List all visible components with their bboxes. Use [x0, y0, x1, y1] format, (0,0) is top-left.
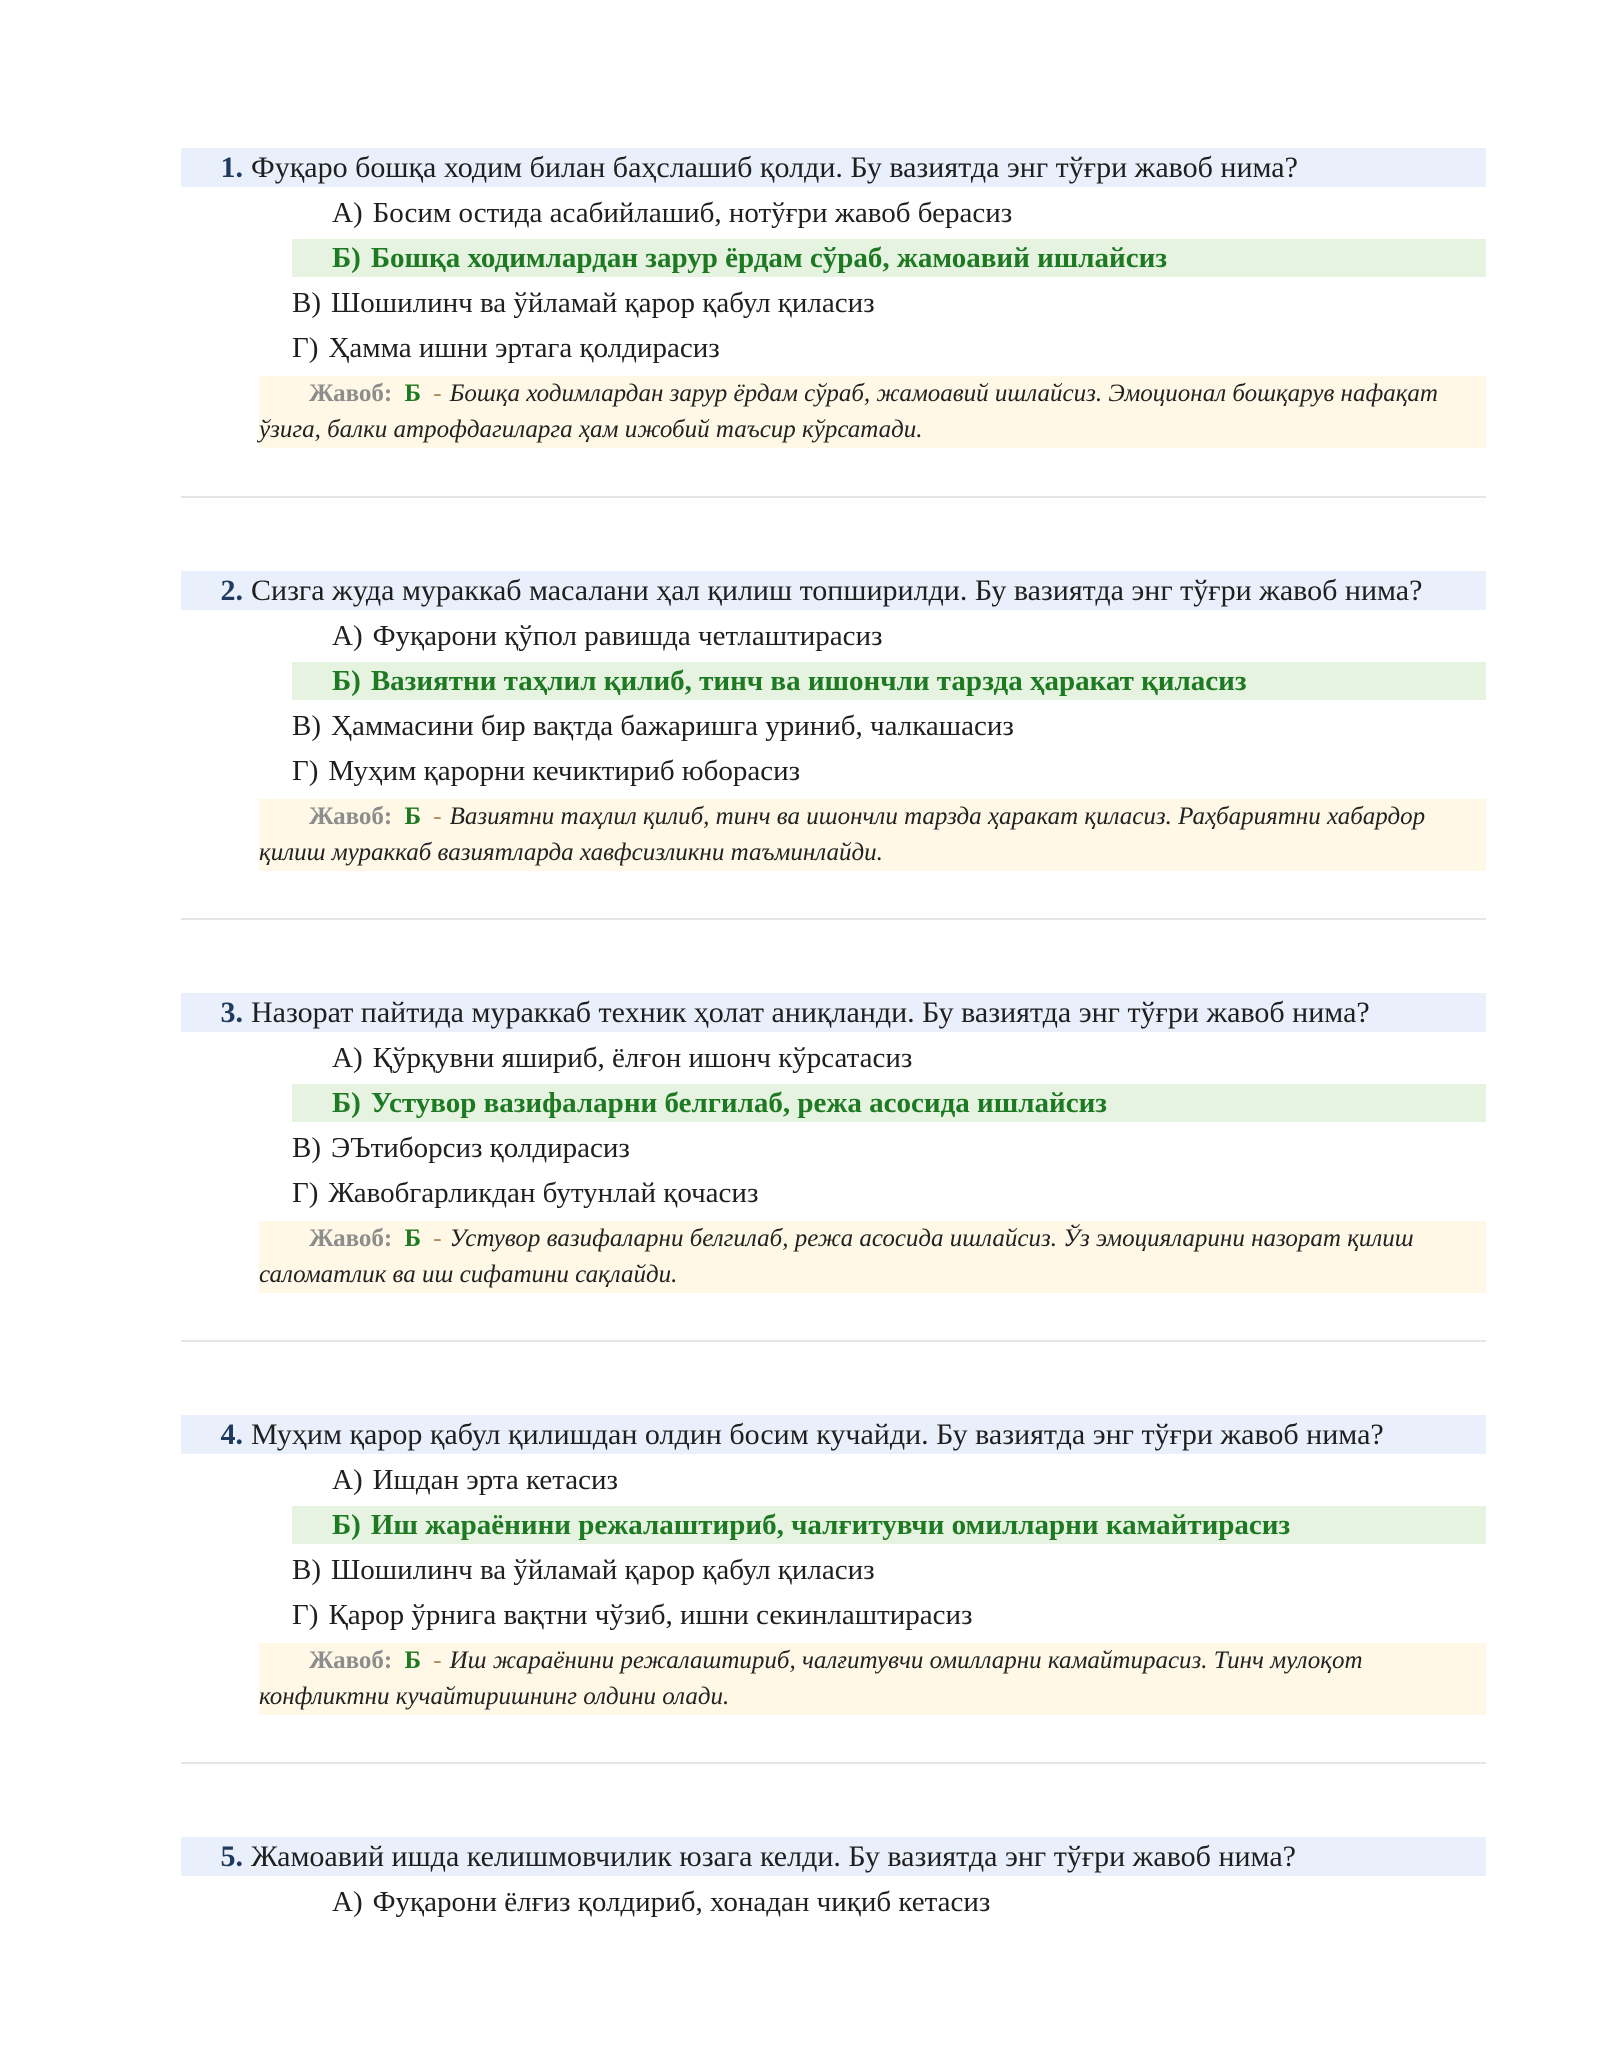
answer-explanation — [259, 376, 1486, 448]
option-text: ЭЪтиборсиз қолдирасиз — [331, 1132, 630, 1164]
answer-dash: - — [433, 803, 442, 830]
option-text: Ҳамма ишни эртага қолдирасиз — [328, 332, 720, 364]
option-a — [332, 1040, 912, 1076]
option-text: Иш жараёнини режалаштириб, чалғитувчи омилларни камайтирасиз — [370, 1509, 1291, 1541]
option-text: Қўрқувни яшириб, ёлғон ишонч кўрсатасиз — [372, 1042, 913, 1074]
option-letter: А) — [332, 1042, 363, 1074]
option-b-correct — [292, 239, 1486, 277]
option-letter: Г) — [292, 755, 319, 787]
question-header — [181, 1837, 1486, 1876]
option-letter: Б) — [332, 1087, 361, 1119]
answer-label: Жавоб: — [309, 803, 393, 830]
question-text: Муҳим қарор қабул қилишдан олдин босим кучайди. Бу вазиятда энг тўғри жавоб нима? — [251, 1418, 1384, 1451]
option-b-correct — [292, 1084, 1486, 1122]
option-letter: А) — [332, 1886, 363, 1918]
option-letter: А) — [332, 197, 363, 229]
option-letter: В) — [292, 1554, 321, 1586]
question-number: 4. — [220, 1418, 243, 1451]
option-text: Босим остида асабийлашиб, нотўғри жавоб берасиз — [372, 197, 1013, 229]
option-text: Фуқарони қўпол равишда четлаштирасиз — [372, 620, 883, 652]
answer-text: Иш жараёнини режалаштириб, чалғитувчи омилларни камайтирасиз. Тинч мулоқот конфликтни кучайтиришнинг олдини олади. — [259, 1647, 1363, 1710]
option-letter: Б) — [332, 1509, 361, 1541]
option-g — [292, 753, 800, 789]
answer-dash: - — [433, 380, 442, 407]
option-letter: Б) — [332, 242, 361, 274]
divider — [181, 918, 1486, 920]
option-text: Вазиятни таҳлил қилиб, тинч ва ишончли тарзда ҳаракат қиласиз — [370, 665, 1247, 697]
option-a — [332, 195, 1012, 231]
question-number: 3. — [220, 996, 243, 1029]
option-text: Жавобгарликдан бутунлай қочасиз — [328, 1177, 759, 1209]
option-letter: В) — [292, 710, 321, 742]
option-text: Ҳаммасини бир вақтда бажаришга уриниб, чалкашасиз — [331, 710, 1014, 742]
divider — [181, 1762, 1486, 1764]
option-letter: Г) — [292, 1599, 319, 1631]
question-text: Фуқаро бошқа ходим билан баҳслашиб қолди. Бу вазиятда энг тўғри жавоб нима? — [251, 151, 1298, 184]
option-text: Қарор ўрнига вақтни чўзиб, ишни секинлаштирасиз — [328, 1599, 973, 1631]
option-v — [292, 1552, 875, 1588]
question-header — [181, 571, 1486, 610]
answer-explanation — [259, 1221, 1486, 1293]
question-text: Назорат пайтида мураккаб техник ҳолат аниқланди. Бу вазиятда энг тўғри жавоб нима? — [251, 996, 1370, 1029]
option-letter: А) — [332, 620, 363, 652]
option-g — [292, 330, 720, 366]
option-g — [292, 1597, 972, 1633]
option-letter: А) — [332, 1464, 363, 1496]
question-number: 5. — [220, 1840, 243, 1873]
option-text: Шошилинч ва ўйламай қарор қабул қиласиз — [331, 287, 875, 319]
question-header — [181, 1415, 1486, 1454]
divider — [181, 1340, 1486, 1342]
answer-label: Жавоб: — [309, 1225, 393, 1252]
question-text: Жамоавий ишда келишмовчилик юзага келди. Бу вазиятда энг тўғри жавоб нима? — [251, 1840, 1296, 1873]
option-text: Шошилинч ва ўйламай қарор қабул қиласиз — [331, 1554, 875, 1586]
answer-text: Бошқа ходимлардан зарур ёрдам сўраб, жамоавий ишлайсиз. Эмоционал бошқарув нафақат ўзига, балки атрофдагиларга ҳам ижобий таъсир кўрсатади. — [259, 380, 1438, 443]
option-text: Фуқарони ёлғиз қолдириб, хонадан чиқиб кетасиз — [372, 1886, 991, 1918]
option-letter: Г) — [292, 332, 319, 364]
option-b-correct — [292, 662, 1486, 700]
option-a — [332, 618, 883, 654]
question-number: 1. — [220, 151, 243, 184]
option-a — [332, 1884, 990, 1920]
question-text: Сизга жуда мураккаб масалани ҳал қилиш топширилди. Бу вазиятда энг тўғри жавоб нима? — [251, 574, 1423, 607]
divider — [181, 496, 1486, 498]
option-text: Бошқа ходимлардан зарур ёрдам сўраб, жамоавий ишлайсиз — [370, 242, 1167, 274]
option-letter: В) — [292, 287, 321, 319]
answer-explanation — [259, 1643, 1486, 1715]
answer-letter: Б — [404, 1225, 422, 1252]
answer-label: Жавоб: — [309, 380, 393, 407]
option-text: Ишдан эрта кетасиз — [372, 1464, 618, 1496]
answer-label: Жавоб: — [309, 1647, 393, 1674]
answer-dash: - — [433, 1647, 442, 1674]
option-letter: В) — [292, 1132, 321, 1164]
option-text: Муҳим қарорни кечиктириб юборасиз — [328, 755, 801, 787]
question-header — [181, 993, 1486, 1032]
option-letter: Б) — [332, 665, 361, 697]
answer-explanation — [259, 799, 1486, 871]
option-text: Устувор вазифаларни белгилаб, режа асосида ишлайсиз — [370, 1087, 1107, 1119]
answer-letter: Б — [404, 1647, 422, 1674]
answer-letter: Б — [404, 380, 422, 407]
question-number: 2. — [220, 574, 243, 607]
question-header — [181, 148, 1486, 187]
option-a — [332, 1462, 618, 1498]
option-b-correct — [292, 1506, 1486, 1544]
option-letter: Г) — [292, 1177, 319, 1209]
answer-letter: Б — [404, 803, 422, 830]
answer-text: Вазиятни таҳлил қилиб, тинч ва ишончли тарзда ҳаракат қиласиз. Раҳбариятни хабардор қилиш мураккаб вазиятларда хавфсизликни таъминлайди. — [259, 803, 1426, 866]
option-v — [292, 1130, 630, 1166]
answer-dash: - — [433, 1225, 442, 1252]
option-v — [292, 708, 1014, 744]
option-g — [292, 1175, 758, 1211]
answer-text: Устувор вазифаларни белгилаб, режа асосида ишлайсиз. Ўз эмоцияларини назорат қилиш саломатлик ва иш сифатини сақлайди. — [259, 1225, 1414, 1288]
option-v — [292, 285, 875, 321]
